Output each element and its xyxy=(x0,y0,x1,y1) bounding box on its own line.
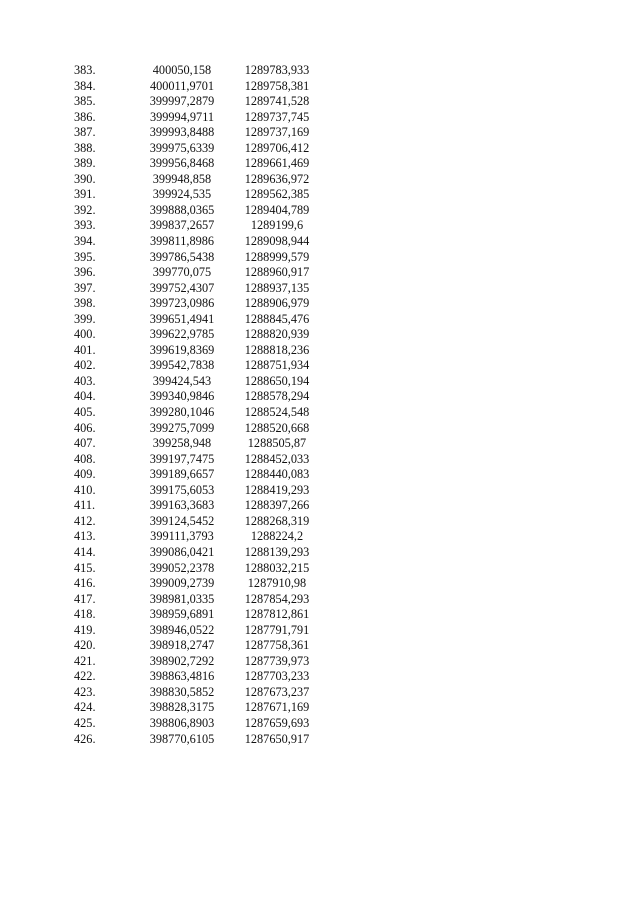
y-coordinate: 1289661,469 xyxy=(244,156,310,171)
x-coordinate: 399009,2739 xyxy=(149,576,215,591)
point-number: 399. xyxy=(74,311,96,326)
x-coordinate: 399770,075 xyxy=(152,265,212,280)
x-coordinate: 399052,2378 xyxy=(149,560,215,575)
x-coordinate: 399994,9711 xyxy=(149,109,215,124)
table-row xyxy=(60,700,322,716)
table-row xyxy=(60,234,322,250)
table-row xyxy=(60,296,322,312)
point-number: 419. xyxy=(74,622,96,637)
x-coordinate: 400011,9701 xyxy=(149,78,215,93)
point-number: 424. xyxy=(74,700,96,715)
point-number: 391. xyxy=(74,187,96,202)
table-row xyxy=(60,156,322,172)
point-number: 425. xyxy=(74,715,96,730)
x-coordinate: 398959,6891 xyxy=(149,607,215,622)
table-row xyxy=(60,203,322,219)
table-row xyxy=(60,467,322,483)
table-row xyxy=(60,638,322,654)
x-coordinate: 399258,948 xyxy=(152,436,212,451)
y-coordinate: 1288032,215 xyxy=(244,560,310,575)
y-coordinate: 1288224,2 xyxy=(250,529,304,544)
x-coordinate: 399811,8986 xyxy=(149,234,215,249)
x-coordinate: 399924,535 xyxy=(152,187,212,202)
table-row xyxy=(60,405,322,421)
x-coordinate: 398863,4816 xyxy=(149,669,215,684)
y-coordinate: 1287812,861 xyxy=(244,607,310,622)
point-number: 403. xyxy=(74,373,96,388)
point-number: 402. xyxy=(74,358,96,373)
x-coordinate: 398981,0335 xyxy=(149,591,215,606)
point-number: 423. xyxy=(74,684,96,699)
table-row xyxy=(60,172,322,188)
point-number: 408. xyxy=(74,451,96,466)
point-number: 400. xyxy=(74,327,96,342)
point-number: 417. xyxy=(74,591,96,606)
x-coordinate: 399124,5452 xyxy=(149,513,215,528)
table-row xyxy=(60,265,322,281)
y-coordinate: 1288139,293 xyxy=(244,544,310,559)
point-number: 393. xyxy=(74,218,96,233)
table-row xyxy=(60,218,322,234)
table-row xyxy=(60,250,322,266)
y-coordinate: 1288397,266 xyxy=(244,498,310,513)
point-number: 414. xyxy=(74,544,96,559)
point-number: 404. xyxy=(74,389,96,404)
table-row xyxy=(60,592,322,608)
y-coordinate: 1287650,917 xyxy=(244,731,310,746)
table-row xyxy=(60,312,322,328)
table-row xyxy=(60,436,322,452)
x-coordinate: 399275,7099 xyxy=(149,420,215,435)
x-coordinate: 399111,3793 xyxy=(150,529,214,544)
y-coordinate: 1289199,6 xyxy=(250,218,304,233)
point-number: 398. xyxy=(74,296,96,311)
table-row xyxy=(60,498,322,514)
x-coordinate: 398806,8903 xyxy=(149,715,215,730)
x-coordinate: 399948,858 xyxy=(152,171,212,186)
point-number: 405. xyxy=(74,405,96,420)
x-coordinate: 399723,0986 xyxy=(149,296,215,311)
point-number: 412. xyxy=(74,513,96,528)
x-coordinate: 399163,3683 xyxy=(149,498,215,513)
y-coordinate: 1287910,98 xyxy=(247,576,307,591)
point-number: 392. xyxy=(74,202,96,217)
x-coordinate: 398902,7292 xyxy=(149,653,215,668)
table-row xyxy=(60,358,322,374)
y-coordinate: 1289706,412 xyxy=(244,140,310,155)
x-coordinate: 399622,9785 xyxy=(149,327,215,342)
point-number: 383. xyxy=(74,63,96,77)
y-coordinate: 1289741,528 xyxy=(244,94,310,109)
point-number: 395. xyxy=(74,249,96,264)
point-number: 390. xyxy=(74,171,96,186)
table-row xyxy=(60,187,322,203)
table-row xyxy=(60,374,322,390)
y-coordinate: 1288820,939 xyxy=(244,327,310,342)
table-row xyxy=(60,281,322,297)
y-coordinate: 1288650,194 xyxy=(244,373,310,388)
point-number: 397. xyxy=(74,280,96,295)
point-number: 385. xyxy=(74,94,96,109)
table-row xyxy=(60,79,322,95)
point-number: 411. xyxy=(74,498,96,513)
x-coordinate: 398828,3175 xyxy=(149,700,215,715)
y-coordinate: 1287673,237 xyxy=(244,684,310,699)
y-coordinate: 1287739,973 xyxy=(244,653,310,668)
y-coordinate: 1287854,293 xyxy=(244,591,310,606)
x-coordinate: 399993,8488 xyxy=(149,125,215,140)
y-coordinate: 1289562,385 xyxy=(244,187,310,202)
table-row xyxy=(60,545,322,561)
table-row xyxy=(60,561,322,577)
table-row xyxy=(60,607,322,623)
y-coordinate: 1289737,169 xyxy=(244,125,310,140)
table-row xyxy=(60,732,322,748)
x-coordinate: 399752,4307 xyxy=(149,280,215,295)
point-number: 422. xyxy=(74,669,96,684)
y-coordinate: 1289758,381 xyxy=(244,78,310,93)
point-number: 384. xyxy=(74,78,96,93)
point-number: 389. xyxy=(74,156,96,171)
coordinate-table xyxy=(60,63,322,747)
point-number: 413. xyxy=(74,529,96,544)
table-row xyxy=(60,529,322,545)
x-coordinate: 399086,0421 xyxy=(149,544,215,559)
point-number: 386. xyxy=(74,109,96,124)
y-coordinate: 1287703,233 xyxy=(244,669,310,684)
point-number: 406. xyxy=(74,420,96,435)
x-coordinate: 399189,6657 xyxy=(149,467,215,482)
x-coordinate: 398918,2747 xyxy=(149,638,215,653)
x-coordinate: 399542,7838 xyxy=(149,358,215,373)
x-coordinate: 399619,8369 xyxy=(149,342,215,357)
x-coordinate: 399956,8468 xyxy=(149,156,215,171)
y-coordinate: 1287791,791 xyxy=(244,622,310,637)
table-row xyxy=(60,654,322,670)
table-row xyxy=(60,389,322,405)
table-row xyxy=(60,421,322,437)
y-coordinate: 1288419,293 xyxy=(244,482,310,497)
y-coordinate: 1288818,236 xyxy=(244,342,310,357)
point-number: 394. xyxy=(74,234,96,249)
table-row xyxy=(60,576,322,592)
point-number: 416. xyxy=(74,576,96,591)
table-row xyxy=(60,141,322,157)
point-number: 418. xyxy=(74,607,96,622)
point-number: 387. xyxy=(74,125,96,140)
x-coordinate: 399888,0365 xyxy=(149,202,215,217)
x-coordinate: 399837,2657 xyxy=(149,218,215,233)
x-coordinate: 399197,7475 xyxy=(149,451,215,466)
y-coordinate: 1288937,135 xyxy=(244,280,310,295)
table-row xyxy=(60,125,322,141)
table-row xyxy=(60,669,322,685)
table-row xyxy=(60,63,322,79)
table-row xyxy=(60,452,322,468)
table-row xyxy=(60,685,322,701)
table-row xyxy=(60,343,322,359)
y-coordinate: 1289783,933 xyxy=(244,63,310,77)
table-row xyxy=(60,110,322,126)
y-coordinate: 1288440,083 xyxy=(244,467,310,482)
x-coordinate: 398946,0522 xyxy=(149,622,215,637)
y-coordinate: 1288452,033 xyxy=(244,451,310,466)
point-number: 409. xyxy=(74,467,96,482)
y-coordinate: 1289636,972 xyxy=(244,171,310,186)
x-coordinate: 399175,6053 xyxy=(149,482,215,497)
x-coordinate: 399975,6339 xyxy=(149,140,215,155)
x-coordinate: 398830,5852 xyxy=(149,684,215,699)
table-row xyxy=(60,623,322,639)
point-number: 420. xyxy=(74,638,96,653)
point-number: 388. xyxy=(74,140,96,155)
y-coordinate: 1287671,169 xyxy=(244,700,310,715)
point-number: 426. xyxy=(74,731,96,746)
y-coordinate: 1289737,745 xyxy=(244,109,310,124)
y-coordinate: 1288578,294 xyxy=(244,389,310,404)
x-coordinate: 399651,4941 xyxy=(149,311,215,326)
coordinate-table-body xyxy=(60,63,322,747)
y-coordinate: 1287659,693 xyxy=(244,715,310,730)
y-coordinate: 1288751,934 xyxy=(244,358,310,373)
point-number: 396. xyxy=(74,265,96,280)
x-coordinate: 399280,1046 xyxy=(149,405,215,420)
y-coordinate: 1289404,789 xyxy=(244,202,310,217)
x-coordinate: 399340,9846 xyxy=(149,389,215,404)
x-coordinate: 399997,2879 xyxy=(149,94,215,109)
table-row xyxy=(60,483,322,499)
point-number: 415. xyxy=(74,560,96,575)
y-coordinate: 1288268,319 xyxy=(244,513,310,528)
y-coordinate: 1288845,476 xyxy=(244,311,310,326)
y-coordinate: 1288999,579 xyxy=(244,249,310,264)
point-number: 407. xyxy=(74,436,96,451)
x-coordinate: 400050,158 xyxy=(152,63,212,77)
y-coordinate: 1289098,944 xyxy=(244,234,310,249)
y-coordinate: 1287758,361 xyxy=(244,638,310,653)
y-coordinate: 1288960,917 xyxy=(244,265,310,280)
x-coordinate: 398770,6105 xyxy=(149,731,215,746)
y-coordinate: 1288906,979 xyxy=(244,296,310,311)
point-number: 401. xyxy=(74,342,96,357)
point-number: 410. xyxy=(74,482,96,497)
x-coordinate: 399424,543 xyxy=(152,373,212,388)
point-number: 421. xyxy=(74,653,96,668)
table-row xyxy=(60,327,322,343)
y-coordinate: 1288520,668 xyxy=(244,420,310,435)
table-row xyxy=(60,514,322,530)
x-coordinate: 399786,5438 xyxy=(149,249,215,264)
y-coordinate: 1288505,87 xyxy=(247,436,307,451)
y-coordinate: 1288524,548 xyxy=(244,405,310,420)
table-row xyxy=(60,94,322,110)
table-row xyxy=(60,716,322,732)
